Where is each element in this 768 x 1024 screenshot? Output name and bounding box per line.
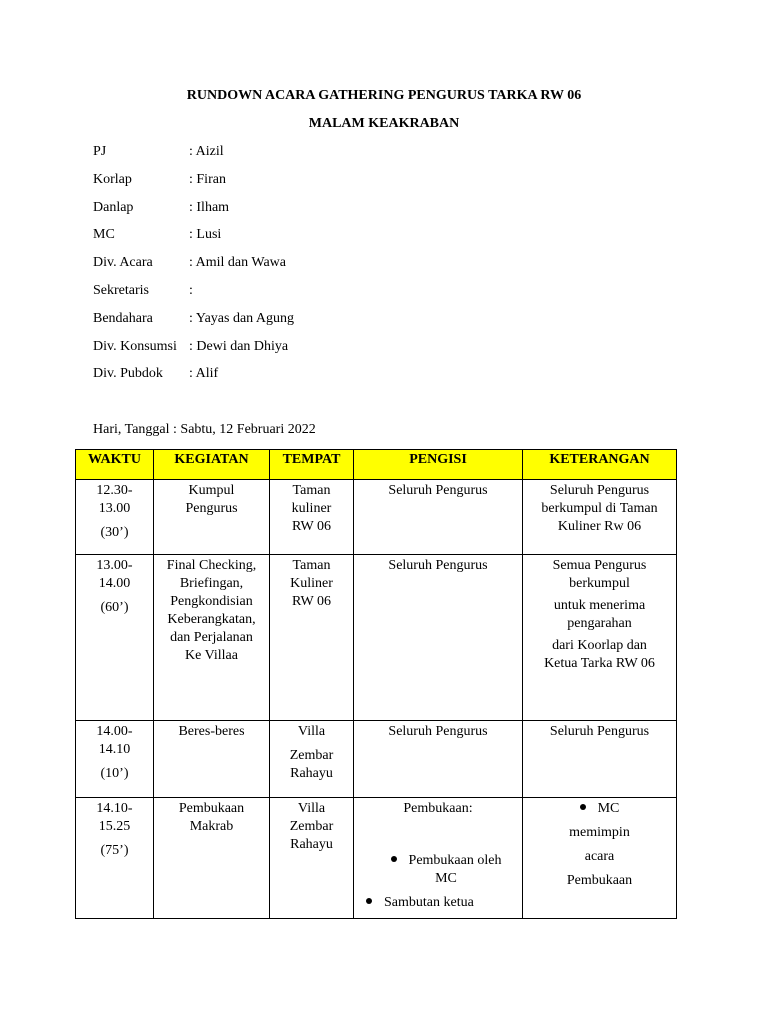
place-line: RW 06	[291, 594, 332, 609]
cell-waktu	[76, 798, 154, 919]
place-line: RW 06	[291, 519, 332, 534]
time-end: 15.25	[98, 819, 131, 834]
note-line: dari Koorlap dan	[552, 638, 647, 653]
activity-line: Kumpul	[188, 483, 235, 498]
place-line: Rahayu	[290, 766, 333, 781]
table-row	[76, 721, 677, 798]
rundown-table	[75, 449, 677, 919]
cell-pengisi	[354, 480, 523, 555]
bullet-item	[358, 852, 518, 870]
note-line: memimpin	[569, 825, 630, 840]
info-value: : Alif	[189, 366, 219, 381]
participant-text: Seluruh Pengurus	[388, 724, 488, 739]
info-label: Danlap	[93, 200, 134, 215]
cell-keterangan	[523, 480, 677, 555]
note-line: Seluruh Pengurus	[549, 483, 650, 498]
duration: (10’)	[100, 766, 129, 781]
cell-pengisi	[354, 721, 523, 798]
place-line: Zembar	[289, 748, 334, 763]
info-value: : Ilham	[189, 200, 230, 215]
info-value: : Aizil	[189, 144, 224, 159]
cell-tempat	[270, 480, 354, 555]
cell-waktu	[76, 721, 154, 798]
place-line: kuliner	[291, 501, 332, 516]
time-end: 14.00	[98, 576, 131, 591]
info-value: :	[189, 283, 193, 298]
time-start: 14.00-	[96, 724, 133, 739]
note-line: MC	[597, 801, 620, 816]
cell-waktu	[76, 555, 154, 721]
date-line: Hari, Tanggal : Sabtu, 12 Februari 2022	[93, 422, 316, 437]
note-line: Semua Pengurus	[552, 558, 647, 573]
note-line: berkumpul	[569, 576, 630, 591]
table-row	[76, 798, 677, 919]
cell-tempat	[270, 721, 354, 798]
info-value: : Yayas dan Agung	[189, 311, 295, 326]
activity-line: Ke Villaa	[185, 648, 238, 663]
info-label: Div. Pubdok	[93, 366, 163, 381]
duration: (75’)	[100, 843, 129, 858]
info-label: PJ	[93, 144, 107, 159]
activity-line: Beres-beres	[178, 724, 245, 739]
cell-kegiatan	[154, 798, 270, 919]
duration: (30’)	[100, 525, 129, 540]
bullet-text-cont: MC	[435, 871, 457, 886]
info-row-danlap	[93, 200, 229, 216]
info-label: Bendahara	[93, 311, 153, 326]
info-label: Div. Konsumsi	[93, 339, 177, 354]
time-start: 12.30-	[96, 483, 133, 498]
bullet-text: Pembukaan oleh	[408, 853, 502, 868]
participant-text: Seluruh Pengurus	[388, 558, 488, 573]
time-start: 14.10-	[96, 801, 133, 816]
info-row-bendahara	[93, 311, 294, 327]
header-pengisi: PENGISI	[354, 450, 523, 480]
cell-keterangan	[523, 798, 677, 919]
note-line: pengarahan	[567, 616, 632, 631]
note-line: berkumpul di Taman	[541, 501, 658, 516]
cell-keterangan	[523, 721, 677, 798]
info-value: : Firan	[189, 172, 226, 187]
note-line: untuk menerima	[553, 598, 646, 613]
header-waktu: WAKTU	[76, 450, 154, 480]
place-line: Zembar	[289, 819, 334, 834]
info-row-korlap	[93, 172, 226, 188]
cell-tempat	[270, 555, 354, 721]
bullet-icon	[391, 856, 397, 862]
place-line: Taman	[292, 558, 331, 573]
info-value: : Amil dan Wawa	[189, 255, 286, 270]
time-end: 13.00	[98, 501, 131, 516]
cell-waktu	[76, 480, 154, 555]
activity-line: Briefingan,	[179, 576, 244, 591]
bullet-icon	[366, 898, 372, 904]
note-line: Pembukaan	[566, 873, 633, 888]
info-label: MC	[93, 227, 115, 242]
participant-text: Seluruh Pengurus	[388, 483, 488, 498]
info-label: Div. Acara	[93, 255, 153, 270]
activity-line: Final Checking,	[166, 558, 257, 573]
activity-line: Pengurus	[185, 501, 238, 516]
time-start: 13.00-	[96, 558, 133, 573]
info-label: Sekretaris	[93, 283, 149, 298]
participant-heading: Pembukaan:	[403, 801, 473, 816]
cell-kegiatan	[154, 721, 270, 798]
cell-tempat	[270, 798, 354, 919]
info-value: : Dewi dan Dhiya	[189, 339, 289, 354]
document-title: RUNDOWN ACARA GATHERING PENGURUS TARKA RW 06	[186, 88, 582, 103]
info-row-div-konsumsi	[93, 339, 288, 355]
cell-kegiatan	[154, 555, 270, 721]
place-line: Rahayu	[290, 837, 333, 852]
info-row-sekretaris	[93, 283, 193, 299]
activity-line: Keberangkatan,	[167, 612, 256, 627]
place-line: Kuliner	[290, 576, 333, 591]
bullet-item	[527, 800, 672, 818]
note-line: acara	[584, 849, 615, 864]
table-header-row	[76, 450, 677, 480]
header-kegiatan: KEGIATAN	[154, 450, 270, 480]
activity-line: Pengkondisian	[170, 594, 253, 609]
document-subtitle: MALAM KEAKRABAN	[308, 116, 460, 131]
activity-line: Pembukaan	[178, 801, 245, 816]
bullet-text: Sambutan ketua	[384, 895, 474, 910]
cell-keterangan	[523, 555, 677, 721]
info-row-div-acara	[93, 255, 286, 271]
info-row-div-pubdok	[93, 366, 218, 382]
info-row-mc	[93, 227, 221, 243]
info-value: : Lusi	[189, 227, 222, 242]
note-line: Ketua Tarka RW 06	[544, 656, 655, 671]
table-row	[76, 480, 677, 555]
cell-pengisi	[354, 555, 523, 721]
info-row-pj	[93, 144, 224, 160]
header-tempat: TEMPAT	[270, 450, 354, 480]
time-end: 14.10	[98, 742, 131, 757]
note-line: Seluruh Pengurus	[549, 724, 650, 739]
info-label: Korlap	[93, 172, 132, 187]
cell-pengisi	[354, 798, 523, 919]
note-line: Kuliner Rw 06	[557, 519, 642, 534]
place-line: Villa	[297, 724, 326, 739]
activity-line: Makrab	[189, 819, 234, 834]
place-line: Taman	[292, 483, 331, 498]
bullet-icon	[580, 804, 586, 810]
activity-line: dan Perjalanan	[170, 630, 253, 645]
duration: (60’)	[100, 600, 129, 615]
table-row	[76, 555, 677, 721]
cell-kegiatan	[154, 480, 270, 555]
place-line: Villa	[297, 801, 326, 816]
bullet-item	[358, 894, 518, 912]
header-keterangan: KETERANGAN	[523, 450, 677, 480]
